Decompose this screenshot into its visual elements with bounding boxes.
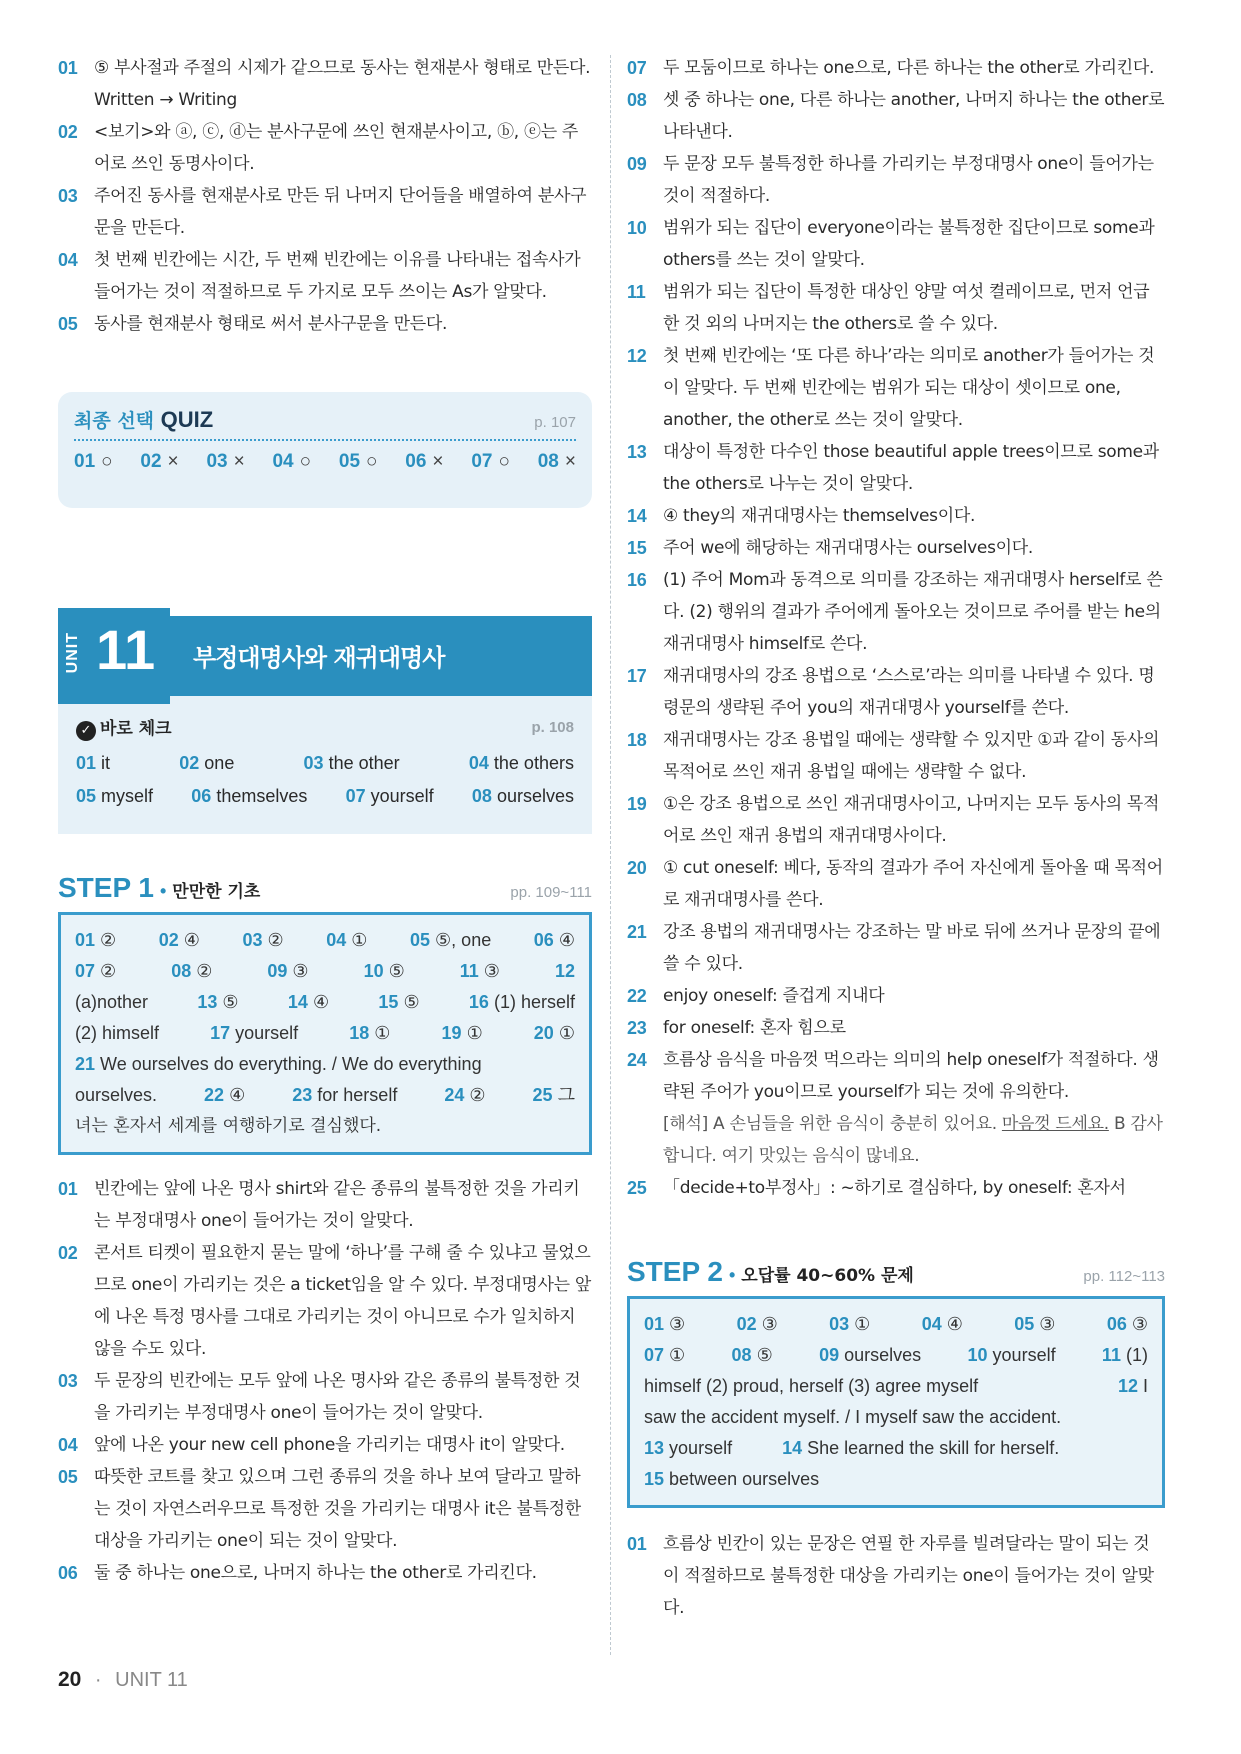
quiz-box bbox=[58, 392, 592, 508]
explanation-item: 19 ①은 강조 용법으로 쓰인 재귀대명사이고, 나머지는 모두 동사의 목적어로 쓰인 재귀 용법의 재귀대명사이다. bbox=[627, 794, 1160, 846]
explanation-item: 02 콘서트 티켓이 필요한지 묻는 말에 ‘하나’를 구해 줄 수 있냐고 물었으므로 one이 가리키는 것은 a ticket임을 알 수 있다. 부정대명사는 앞에 나온 특정 명사를 그대로 가리키는 것이 아니므로 수가 일치하지 않을 수도 있다. bbox=[58, 1243, 591, 1359]
step1-answer: 18 ① bbox=[349, 1023, 391, 1043]
step1-answer: ourselves. bbox=[75, 1085, 158, 1105]
step1-answer: 09 ③ bbox=[267, 961, 309, 981]
step1-answer: 03 ② bbox=[242, 930, 284, 950]
explanation-item: 24 흐름상 음식을 마음껏 먹으라는 의미의 help oneself가 적절하다. 생략된 주어가 you이므로 yourself가 되는 것에 유의한다. bbox=[627, 1050, 1159, 1102]
step1-answer: 07 ② bbox=[75, 961, 117, 981]
step1-answer: 23 for herself bbox=[292, 1085, 398, 1105]
step2-title: STEP 2 bbox=[627, 1256, 723, 1287]
quick-check-answer: 01 it bbox=[76, 753, 111, 773]
step1-answer: (2) himself bbox=[75, 1023, 160, 1043]
quiz-answer: 06 × bbox=[405, 451, 444, 472]
quiz-answer: 04 ○ bbox=[272, 451, 312, 472]
explanation-item: 02 <보기>와 ⓐ, ⓒ, ⓓ는 분사구문에 쓰인 현재분사이고, ⓑ, ⓔ는 주어로 쓰인 동명사이다. bbox=[58, 122, 579, 174]
step1-answer: 16 (1) herself bbox=[468, 992, 575, 1012]
left-top-items bbox=[58, 52, 592, 340]
explanation-item-24-sub: [해석] A 손님들을 위한 음식이 충분히 있어요. 마음껏 드세요. B 감사합니다. 여기 맛있는 음식이 많네요. bbox=[663, 1114, 1163, 1166]
step1-answer: 06 ④ bbox=[533, 930, 575, 950]
explanation-item: 07 두 모둠이므로 하나는 one으로, 다른 하나는 the other로 가리킨다. bbox=[627, 58, 1155, 78]
step2-answer: 06 ③ bbox=[1106, 1314, 1148, 1334]
right-column bbox=[627, 52, 1165, 1624]
step1-answer: 25 그 bbox=[532, 1085, 575, 1105]
explanation-item: 05 동사를 현재분사 형태로 써서 분사구문을 만든다. bbox=[58, 314, 448, 334]
quiz-answers bbox=[74, 451, 576, 473]
right-items bbox=[627, 52, 1165, 1108]
explanation-item: 10 범위가 되는 집단이 everyone이라는 불특정한 집단이므로 some과 others를 쓰는 것이 알맞다. bbox=[627, 218, 1155, 270]
step1-answer: 11 ③ bbox=[459, 961, 500, 981]
quiz-answer: 08 × bbox=[537, 451, 576, 472]
quiz-answer: 05 ○ bbox=[338, 451, 378, 472]
explanation-item: 01 ⑤ 부사절과 주절의 시제가 같으므로 동사는 현재분사 형태로 만든다. Written → Writing bbox=[58, 58, 591, 110]
quick-check-answer: 07 yourself bbox=[345, 786, 434, 806]
step2-answer: 01 ③ bbox=[644, 1314, 686, 1334]
step1-answer-row bbox=[75, 1049, 575, 1080]
step2-answer: 04 ④ bbox=[921, 1314, 963, 1334]
step1-desc: 만만한 기초 bbox=[172, 882, 261, 902]
step2-answer: 02 ③ bbox=[736, 1314, 778, 1334]
explanation-item: 18 재귀대명사는 강조 용법일 때에는 생략할 수 있지만 ①과 같이 동사의 목적어로 쓰인 재귀 용법일 때에는 생략할 수 없다. bbox=[627, 730, 1160, 782]
explanation-item: 17 재귀대명사의 강조 용법으로 ‘스스로’라는 의미를 나타낼 수 있다. 명령문의 생략된 주어 you의 재귀대명사 yourself를 쓴다. bbox=[627, 666, 1155, 718]
step1-answer-row: 녀는 혼자서 세계를 여행하기로 결심했다. bbox=[75, 1116, 382, 1136]
step1-answer: 04 ① bbox=[326, 930, 368, 950]
unit-tab bbox=[58, 608, 170, 704]
quick-check-answer: 04 the others bbox=[468, 753, 574, 773]
explanation-item: 21 강조 용법의 재귀대명사는 강조하는 말 바로 뒤에 쓰거나 문장의 끝에 쓸 수 있다. bbox=[627, 922, 1161, 974]
quick-check-answer: 03 the other bbox=[303, 753, 400, 773]
left-column bbox=[58, 52, 592, 1589]
step1-answer: 12 bbox=[554, 961, 575, 981]
page-footer: 20 · UNIT 11 bbox=[58, 1668, 188, 1691]
step1-answer: 05 ⑤, one bbox=[410, 930, 492, 950]
quick-check-row bbox=[76, 753, 574, 774]
column-divider bbox=[610, 55, 611, 1655]
quiz-answer: 07 ○ bbox=[471, 451, 510, 472]
explanation-item: 23 for oneself: 혼자 힘으로 bbox=[627, 1018, 846, 1038]
quick-check-title: ✓ 바로 체크 bbox=[76, 714, 172, 741]
explanation-item: 22 enjoy oneself: 즐겁게 지내다 bbox=[627, 986, 885, 1006]
step2-answer: 07 ① bbox=[644, 1345, 686, 1365]
step1-answer: 22 ④ bbox=[204, 1085, 246, 1105]
step1-answer: (a)nother bbox=[75, 992, 149, 1012]
explanation-item: 04 앞에 나온 your new cell phone을 가리키는 대명사 it이 알맞다. bbox=[58, 1435, 565, 1455]
step1-header: STEP 1 • 만만한 기초 pp. 109~111 bbox=[58, 872, 592, 903]
explanation-item: 05 따뜻한 코트를 찾고 있으며 그런 종류의 것을 하나 보여 달라고 말하는 것이 자연스러우므로 특정한 것을 가리키는 대명사 it은 불특정한 대상을 가리키는 one이 되는 것이 알맞다. bbox=[58, 1467, 581, 1551]
page-number: 20 bbox=[58, 1668, 82, 1691]
explanation-item: 03 두 문장의 빈칸에는 모두 앞에 나온 명사와 같은 종류의 불특정한 것을 가리키는 부정대명사 one이 들어가는 것이 알맞다. bbox=[58, 1371, 581, 1423]
step1-answer: 19 ① bbox=[441, 1023, 483, 1043]
step1-answer-row bbox=[75, 987, 575, 1018]
explanation-item: 06 둘 중 하나는 one으로, 나머지 하나는 the other로 가리킨다. bbox=[58, 1563, 537, 1583]
explanation-item: 12 첫 번째 빈칸에는 ‘또 다른 하나’라는 의미로 another가 들어가는 것이 알맞다. 두 번째 빈칸에는 범위가 되는 대상이 셋이므로 one, another, the other로 쓰는 것이 알맞다. bbox=[627, 346, 1155, 430]
explanation-item: 25 「decide+to부정사」: ~하기로 결심하다, by oneself: 혼자서 bbox=[627, 1178, 1126, 1198]
quick-check-page-ref: p. 108 bbox=[531, 719, 574, 736]
footer-unit: UNIT 11 bbox=[115, 1669, 188, 1691]
unit-section bbox=[58, 616, 592, 834]
explanation-item: 16 (1) 주어 Mom과 동격으로 의미를 강조하는 재귀대명사 herself로 쓴다. (2) 행위의 결과가 주어에게 돌아오는 것이므로 주어를 받는 he의 재귀대명사 himself로 쓴다. bbox=[627, 570, 1163, 654]
step1-answer-row bbox=[75, 1018, 575, 1049]
step1-answer-row bbox=[75, 1080, 575, 1111]
quick-check-answer: 05 myself bbox=[76, 786, 154, 806]
left-bottom-items bbox=[58, 1173, 592, 1589]
explanation-item: 03 주어진 동사를 현재분사로 만든 뒤 나머지 단어들을 배열하여 분사구문을 만든다. bbox=[58, 186, 587, 238]
step2-desc: 오답률 40~60% 문제 bbox=[741, 1266, 914, 1286]
explanation-item: 04 첫 번째 빈칸에는 시간, 두 번째 빈칸에는 이유를 나타내는 접속사가 들어가는 것이 적절하므로 두 가지로 모두 쓰이는 As가 알맞다. bbox=[58, 250, 581, 302]
unit-label: UNIT bbox=[64, 632, 81, 674]
quick-check-answer: 02 one bbox=[179, 753, 235, 773]
explanation-item: 14 ④ they의 재귀대명사는 themselves이다. bbox=[627, 506, 976, 526]
step1-answer: 21 We ourselves do everything. / We do everything bbox=[75, 1054, 482, 1074]
step1-answer-box bbox=[58, 912, 592, 1155]
step2-answer: 05 ③ bbox=[1014, 1314, 1056, 1334]
explanation-item: 11 범위가 되는 집단이 특정한 대상인 양말 여섯 켤레이므로, 먼저 언급한 것 외의 나머지는 the others로 쓸 수 있다. bbox=[627, 282, 1150, 334]
step2-answer: 09 ourselves bbox=[819, 1345, 922, 1365]
step2-answer: 10 yourself bbox=[967, 1345, 1056, 1365]
quick-check-row bbox=[76, 786, 574, 807]
step1-pages: pp. 109~111 bbox=[510, 884, 592, 901]
step1-answer: 02 ④ bbox=[158, 930, 200, 950]
check-icon: ✓ bbox=[76, 721, 96, 741]
explanation-item: 08 셋 중 하나는 one, 다른 하나는 another, 나머지 하나는 the other로 나타낸다. bbox=[627, 90, 1165, 142]
explanation-item: 13 대상이 특정한 다수인 those beautiful apple trees이므로 some과 the others로 나누는 것이 알맞다. bbox=[627, 442, 1159, 494]
step1-answer-row bbox=[75, 956, 575, 987]
explanation-item: 15 주어 we에 해당하는 재귀대명사는 ourselves이다. bbox=[627, 538, 1033, 558]
step2-header: STEP 2 • 오답률 40~60% 문제 pp. 112~113 bbox=[627, 1256, 1165, 1287]
step1-answer: 24 ② bbox=[444, 1085, 486, 1105]
step1-title: STEP 1 bbox=[58, 872, 154, 903]
quiz-page-ref: p. 107 bbox=[534, 414, 576, 431]
step2-answer-box: 01 ③ 02 ③ 03 ① 04 ④ 05 ③ 06 ③ 07 ① 08 ⑤ 09 ourselves 10 yourself 11 (1) himself (2) proud, herself (3) agree myself 12 I saw the accident myself. / I myself saw the accident. 13 yourself 14 She learned the skill for herself. 15 between ourselves bbox=[627, 1296, 1165, 1508]
step1-answer: 10 ⑤ bbox=[363, 961, 405, 981]
quiz-answer: 03 × bbox=[206, 451, 245, 472]
step1-answer: 01 ② bbox=[75, 930, 117, 950]
explanation-item: 20 ① cut oneself: 베다, 동작의 결과가 주어 자신에게 돌아올 때 목적어로 재귀대명사를 쓴다. bbox=[627, 858, 1163, 910]
step1-answer: 14 ④ bbox=[287, 992, 330, 1012]
step2-answer: 11 (1) bbox=[1101, 1345, 1148, 1365]
explanation-item: 09 두 문장 모두 불특정한 하나를 가리키는 부정대명사 one이 들어가는 것이 적절하다. bbox=[627, 154, 1154, 206]
step1-answer: 17 yourself bbox=[210, 1023, 299, 1043]
step2-pages: pp. 112~113 bbox=[1083, 1268, 1165, 1285]
quick-check-answer: 06 themselves bbox=[191, 786, 308, 806]
explanation-item: 01 흐름상 빈칸이 있는 문장은 연필 한 자루를 빌려달라는 말이 되는 것이 적절하므로 불특정한 대상을 가리키는 one이 들어가는 것이 알맞다. bbox=[627, 1534, 1154, 1618]
unit-number: 11 bbox=[96, 618, 156, 681]
quiz-title: 최종 선택 QUIZ bbox=[74, 407, 214, 432]
step2-answer: 03 ① bbox=[829, 1314, 871, 1334]
step1-answer: 13 ⑤ bbox=[197, 992, 239, 1012]
unit-title: 부정대명사와 재귀대명사 bbox=[193, 644, 445, 672]
unit-banner bbox=[58, 616, 592, 696]
step2-answer: 08 ⑤ bbox=[731, 1345, 773, 1365]
quick-check-answer: 08 ourselves bbox=[471, 786, 574, 806]
quiz-answer: 02 × bbox=[140, 451, 179, 472]
quiz-answer: 01 ○ bbox=[74, 451, 113, 472]
step1-answer: 20 ① bbox=[533, 1023, 575, 1043]
step1-answer: 15 ⑤ bbox=[378, 992, 420, 1012]
explanation-item: 01 빈칸에는 앞에 나온 명사 shirt와 같은 종류의 불특정한 것을 가리키는 부정대명사 one이 들어가는 것이 알맞다. bbox=[58, 1179, 580, 1231]
quick-check-box bbox=[58, 696, 592, 834]
step1-answer: 08 ② bbox=[171, 961, 213, 981]
step1-answer-row bbox=[75, 925, 575, 956]
